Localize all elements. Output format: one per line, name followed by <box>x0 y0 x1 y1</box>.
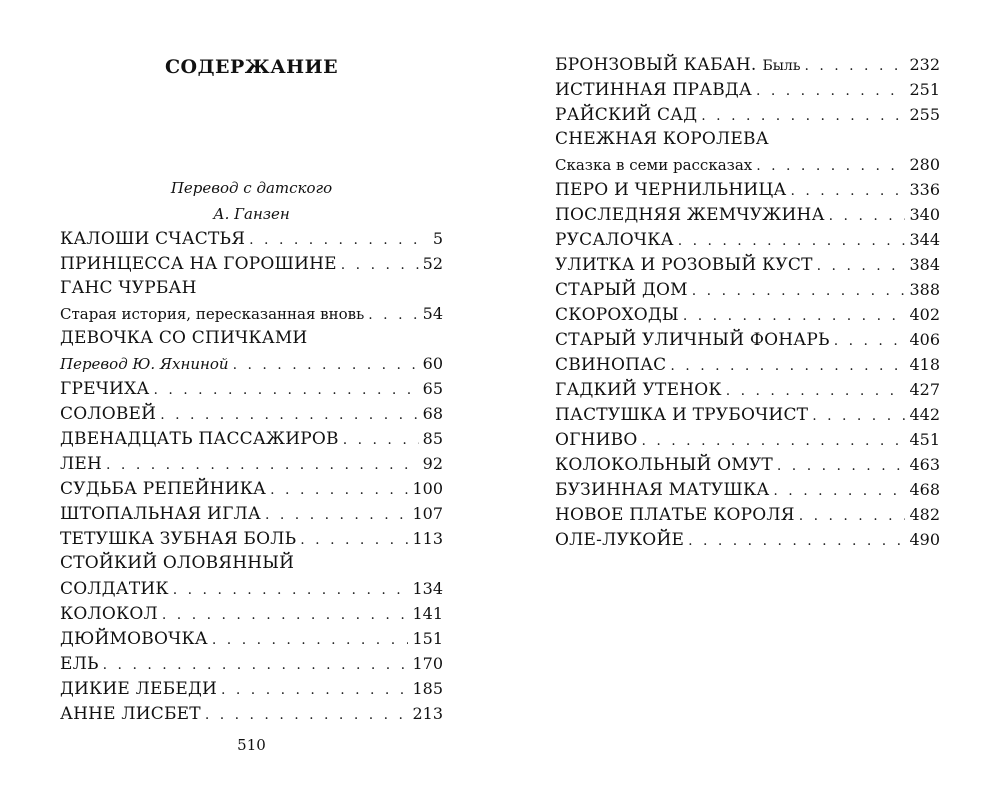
entry-title-continued: СОЛДАТИК <box>60 579 169 599</box>
dot-leader <box>701 104 905 129</box>
entry-title: СУДЬБА РЕПЕЙНИКА <box>60 479 267 499</box>
dot-leader <box>678 229 906 254</box>
dot-leader <box>726 379 906 404</box>
dot-leader <box>212 628 409 653</box>
entry-title: КОЛОКОЛЬНЫЙ ОМУТ <box>555 455 773 475</box>
entry-page-number: 463 <box>909 455 940 474</box>
dot-leader <box>233 353 419 378</box>
entry-title: СВИНОПАС <box>555 355 667 375</box>
dot-leader <box>670 354 905 379</box>
toc-line <box>555 352 940 377</box>
entry-title: ШТОПАЛЬНАЯ ИГЛА <box>60 504 261 524</box>
toc-line <box>555 202 940 227</box>
toc-entry <box>555 277 940 302</box>
dot-leader <box>249 228 429 253</box>
entry-page-number: 65 <box>422 379 443 398</box>
entry-page-number: 418 <box>909 355 940 374</box>
translator-name: А. Ганзен <box>213 205 290 223</box>
toc-entry <box>60 651 443 676</box>
entry-page-number: 482 <box>909 505 940 524</box>
dot-leader <box>106 453 419 478</box>
toc-line <box>555 327 940 352</box>
entry-page-number: 85 <box>422 429 443 448</box>
entry-title: НОВОЕ ПЛАТЬЕ КОРОЛЯ <box>555 505 795 525</box>
entry-page-number: 113 <box>412 529 443 548</box>
entry-title: УЛИТКА И РОЗОВЫЙ КУСТ <box>555 255 813 275</box>
toc-entry <box>555 377 940 402</box>
dot-leader <box>692 279 906 304</box>
entry-title: ГРЕЧИХА <box>60 379 150 399</box>
toc-entry <box>60 501 443 526</box>
toc-entry <box>555 177 940 202</box>
entry-title: ЛЕН <box>60 454 103 474</box>
toc-line <box>60 326 443 351</box>
dot-leader <box>688 529 905 554</box>
entry-title: ПОСЛЕДНЯЯ ЖЕМЧУЖИНА <box>555 205 825 225</box>
entry-subtitle: Сказка в семи рассказах <box>555 156 753 174</box>
toc-line <box>555 277 940 302</box>
entry-title: ИСТИННАЯ ПРАВДА <box>555 80 752 100</box>
dot-leader <box>368 303 418 328</box>
entry-title: КОЛОКОЛ <box>60 604 158 624</box>
toc-entry <box>555 327 940 352</box>
entry-title: ГАДКИЙ УТЕНОК <box>555 380 722 400</box>
toc-line <box>60 526 443 551</box>
entry-page-number: 442 <box>909 405 940 424</box>
toc-entry <box>60 526 443 551</box>
toc-entry <box>555 252 940 277</box>
dot-leader <box>834 329 906 354</box>
dot-leader <box>799 504 906 529</box>
toc-entry <box>555 202 940 227</box>
toc-line <box>60 476 443 501</box>
entry-title: ПАСТУШКА И ТРУБОЧИСТ <box>555 405 809 425</box>
entry-title: СОЛОВЕЙ <box>60 404 157 424</box>
dot-leader <box>804 54 905 79</box>
toc-line <box>555 127 940 152</box>
dot-leader <box>777 454 906 479</box>
entry-title: СНЕЖНАЯ КОРОЛЕВА <box>555 129 769 149</box>
entry-page-number: 490 <box>909 530 940 549</box>
dot-leader <box>341 253 419 278</box>
entry-title: ПЕРО И ЧЕРНИЛЬНИЦА <box>555 180 787 200</box>
toc-line <box>60 501 443 526</box>
entry-page-number: 232 <box>909 55 940 74</box>
entry-title: РУСАЛОЧКА <box>555 230 674 250</box>
toc-line <box>555 102 940 127</box>
toc-entry <box>555 227 940 252</box>
toc-entry <box>60 451 443 476</box>
translation-language: Перевод с датского <box>170 179 333 197</box>
entry-page-number: 402 <box>909 305 940 324</box>
entry-page-number: 336 <box>909 180 940 199</box>
toc-line <box>555 402 940 427</box>
dot-leader <box>773 479 905 504</box>
toc-line <box>555 302 940 327</box>
dot-leader <box>221 678 408 703</box>
toc-entry <box>60 226 443 251</box>
toc-entry <box>60 376 443 401</box>
entry-title: ПРИНЦЕССА НА ГОРОШИНЕ <box>60 254 337 274</box>
entry-title: СТОЙКИЙ ОЛОВЯННЫЙ <box>60 553 295 573</box>
toc-line <box>555 52 940 77</box>
entry-page-number: 185 <box>412 679 443 698</box>
toc-line <box>555 177 940 202</box>
entry-page-number: 384 <box>909 255 940 274</box>
toc-line <box>60 551 443 576</box>
toc-entry <box>555 502 940 527</box>
entry-page-number: 5 <box>432 229 443 248</box>
entry-page-number: 251 <box>909 80 940 99</box>
entry-page-number: 52 <box>422 254 443 273</box>
entry-page-number: 68 <box>422 404 443 423</box>
toc-line <box>555 252 940 277</box>
entry-page-number: 451 <box>909 430 940 449</box>
dot-leader <box>683 304 906 329</box>
entry-title: ДИКИЕ ЛЕБЕДИ <box>60 679 217 699</box>
toc-entry <box>555 452 940 477</box>
toc-entry <box>60 426 443 451</box>
entry-page-number: 151 <box>412 629 443 648</box>
entry-title: ОГНИВО <box>555 430 638 450</box>
toc-entry <box>60 676 443 701</box>
dot-leader <box>641 429 905 454</box>
toc-entry <box>555 402 940 427</box>
toc-list-left <box>60 226 443 726</box>
dot-leader <box>160 403 418 428</box>
toc-entry <box>555 427 940 452</box>
toc-line <box>60 401 443 426</box>
toc-list-right <box>555 52 940 552</box>
dot-leader <box>812 404 905 429</box>
entry-page-number: 134 <box>412 579 443 598</box>
entry-title: АННЕ ЛИСБЕТ <box>60 704 201 724</box>
entry-page-number: 340 <box>909 205 940 224</box>
toc-line <box>60 576 443 601</box>
toc-line <box>555 477 940 502</box>
toc-entry <box>555 77 940 102</box>
toc-line <box>60 626 443 651</box>
entry-page-number: 427 <box>909 380 940 399</box>
entry-title: СТАРЫЙ УЛИЧНЫЙ ФОНАРЬ <box>555 330 830 350</box>
entry-title: ДЕВОЧКА СО СПИЧКАМИ <box>60 328 308 348</box>
toc-line <box>555 377 940 402</box>
dot-leader <box>173 578 409 603</box>
entry-page-number: 255 <box>909 105 940 124</box>
toc-line <box>60 301 443 326</box>
toc-line <box>60 426 443 451</box>
toc-entry <box>555 302 940 327</box>
entry-page-number: 406 <box>909 330 940 349</box>
toc-entry <box>555 527 940 552</box>
entry-title: РАЙСКИЙ САД <box>555 105 698 125</box>
entry-page-number: 170 <box>412 654 443 673</box>
toc-entry <box>555 127 940 177</box>
toc-line <box>555 502 940 527</box>
toc-line <box>60 701 443 726</box>
entry-title: БРОНЗОВЫЙ КАБАН. <box>555 55 757 75</box>
toc-line <box>555 152 940 177</box>
entry-title: ДЮЙМОВОЧКА <box>60 629 208 649</box>
toc-entry <box>555 352 940 377</box>
entry-title: СТАРЫЙ ДОМ <box>555 280 688 300</box>
toc-line <box>60 651 443 676</box>
entry-page-number: 141 <box>412 604 443 623</box>
dot-leader <box>265 503 408 528</box>
page-number: 510 <box>237 736 266 754</box>
dot-leader <box>205 703 409 728</box>
toc-entry <box>555 52 940 77</box>
dot-leader <box>343 428 419 453</box>
toc-line <box>555 427 940 452</box>
dot-leader <box>270 478 408 503</box>
dot-leader <box>153 378 418 403</box>
toc-line <box>555 452 940 477</box>
toc-line <box>555 227 940 252</box>
toc-entry <box>60 476 443 501</box>
toc-entry <box>60 326 443 376</box>
toc-line <box>60 226 443 251</box>
entry-genre: Быль <box>762 58 801 74</box>
entry-title: ЕЛЬ <box>60 654 99 674</box>
entry-page-number: 60 <box>422 354 443 373</box>
entry-page-number: 344 <box>909 230 940 249</box>
entry-page-number: 92 <box>422 454 443 473</box>
dot-leader <box>103 653 409 678</box>
toc-entry <box>60 551 443 601</box>
dot-leader <box>756 154 905 179</box>
toc-entry <box>60 276 443 326</box>
entry-page-number: 100 <box>412 479 443 498</box>
toc-line <box>60 276 443 301</box>
toc-line <box>555 77 940 102</box>
toc-line <box>60 601 443 626</box>
toc-line <box>555 527 940 552</box>
toc-entry <box>555 102 940 127</box>
toc-line <box>60 251 443 276</box>
entry-page-number: 468 <box>909 480 940 499</box>
entry-subtitle: Старая история, пересказанная вновь <box>60 305 365 323</box>
entry-title: ТЕТУШКА ЗУБНАЯ БОЛЬ <box>60 529 297 549</box>
entry-page-number: 107 <box>412 504 443 523</box>
dot-leader <box>790 179 905 204</box>
toc-entry <box>555 477 940 502</box>
entry-page-number: 388 <box>909 280 940 299</box>
toc-entry <box>60 401 443 426</box>
entry-title: ГАНС ЧУРБАН <box>60 278 197 298</box>
dot-leader <box>817 254 906 279</box>
entry-page-number: 280 <box>909 155 940 174</box>
entry-page-number: 213 <box>412 704 443 723</box>
entry-title: КАЛОШИ СЧАСТЬЯ <box>60 229 246 249</box>
dot-leader <box>162 603 409 628</box>
toc-line <box>60 676 443 701</box>
entry-page-number: 54 <box>422 304 443 323</box>
entry-title: ДВЕНАДЦАТЬ ПАССАЖИРОВ <box>60 429 339 449</box>
toc-entry <box>60 251 443 276</box>
toc-line <box>60 351 443 376</box>
toc-entry <box>60 626 443 651</box>
dot-leader <box>829 204 906 229</box>
toc-entry <box>60 601 443 626</box>
toc-line <box>60 451 443 476</box>
entry-title: СКОРОХОДЫ <box>555 305 679 325</box>
dot-leader <box>300 528 408 553</box>
toc-entry <box>60 701 443 726</box>
dot-leader <box>756 79 905 104</box>
entry-title: ОЛЕ-ЛУКОЙЕ <box>555 530 685 550</box>
entry-title: БУЗИННАЯ МАТУШКА <box>555 480 770 500</box>
entry-subtitle: Перевод Ю. Яхниной <box>60 355 229 373</box>
toc-line <box>60 376 443 401</box>
translation-credit <box>60 175 443 227</box>
contents-heading: СОДЕРЖАНИЕ <box>164 56 339 78</box>
